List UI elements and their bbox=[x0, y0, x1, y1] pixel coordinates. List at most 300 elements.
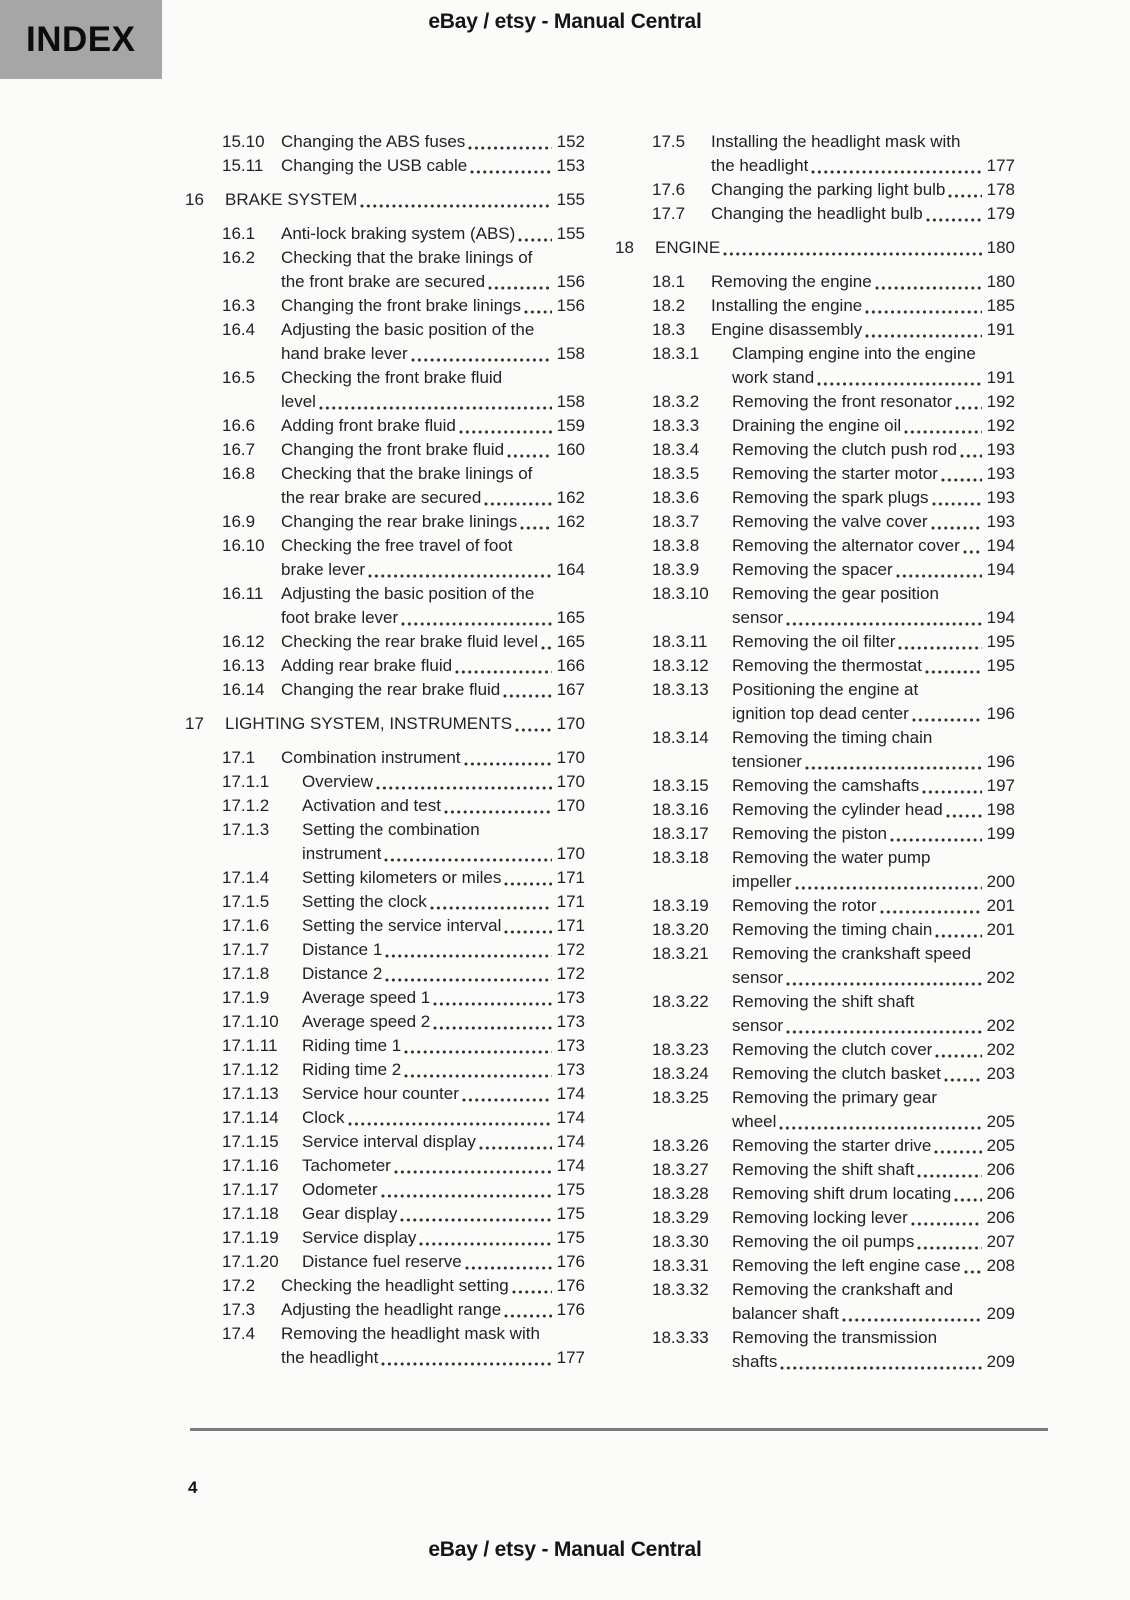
entry-body bbox=[732, 822, 1015, 846]
entry-page-number: 206 bbox=[986, 1184, 1015, 1203]
entry-number: 18.3.24 bbox=[652, 1064, 709, 1083]
entry-page-number: 198 bbox=[986, 800, 1015, 819]
dot-leader bbox=[401, 622, 551, 626]
entry-body bbox=[732, 1254, 1015, 1278]
dot-leader bbox=[780, 1366, 981, 1370]
entry-lastline bbox=[732, 1110, 1015, 1134]
entry-page-number: 209 bbox=[986, 1304, 1015, 1323]
entry-page-number: 170 bbox=[556, 748, 585, 767]
entry-number: 16.10 bbox=[222, 536, 265, 555]
entry-body bbox=[732, 582, 1015, 630]
toc-entry bbox=[615, 486, 1015, 510]
entry-lastline bbox=[302, 1202, 585, 1226]
entry-title: Setting the service interval bbox=[302, 916, 502, 935]
toc-entry bbox=[185, 1298, 585, 1322]
toc-entry bbox=[185, 1274, 585, 1298]
entry-lastline bbox=[281, 486, 585, 510]
entry-title: Service interval display bbox=[302, 1132, 476, 1151]
entry-title-line: Removing the timing chain bbox=[732, 728, 933, 747]
toc-entry bbox=[615, 414, 1015, 438]
entry-lastline bbox=[732, 1182, 1015, 1206]
entry-body bbox=[732, 462, 1015, 486]
dot-leader bbox=[865, 310, 981, 314]
entry-lastline bbox=[281, 1346, 585, 1370]
dot-leader bbox=[348, 1122, 552, 1126]
entry-lastline bbox=[302, 842, 585, 866]
toc-entry bbox=[185, 438, 585, 462]
entry-title: Removing the alternator cover bbox=[732, 536, 960, 555]
entry-number: 18.3.32 bbox=[652, 1280, 709, 1299]
entry-title: Average speed 1 bbox=[302, 988, 431, 1007]
entry-lastline bbox=[281, 270, 585, 294]
toc-entry bbox=[615, 726, 1015, 774]
entry-title: balancer shaft bbox=[732, 1304, 839, 1323]
entry-body bbox=[732, 918, 1015, 942]
entry-lastline bbox=[302, 1178, 585, 1202]
toc-entry bbox=[615, 438, 1015, 462]
entry-lastline bbox=[302, 794, 585, 818]
entry-title: Removing the clutch push rod bbox=[732, 440, 957, 459]
entry-number: 17.1.19 bbox=[222, 1228, 279, 1247]
entry-body bbox=[302, 1034, 585, 1058]
entry-title-line: Removing the crankshaft speed bbox=[732, 944, 972, 963]
toc-entry bbox=[615, 1134, 1015, 1158]
entry-body bbox=[732, 774, 1015, 798]
entry-number: 17.4 bbox=[222, 1324, 256, 1343]
entry-number: 17.1.9 bbox=[222, 988, 270, 1007]
entry-title: Changing the ABS fuses bbox=[281, 132, 466, 151]
dot-leader bbox=[384, 858, 551, 862]
entry-number: 18.3.33 bbox=[652, 1328, 709, 1347]
entry-lastline bbox=[281, 414, 585, 438]
entry-lastline bbox=[732, 1254, 1015, 1278]
entry-title: the headlight bbox=[711, 156, 809, 175]
entry-body bbox=[732, 438, 1015, 462]
entry-number: 18.3.10 bbox=[652, 584, 709, 603]
entry-body bbox=[281, 414, 585, 438]
entry-page-number: 170 bbox=[556, 796, 585, 815]
entry-page-number: 202 bbox=[986, 1016, 1015, 1035]
entry-page-number: 176 bbox=[556, 1252, 585, 1271]
entry-title-line: Positioning the engine at bbox=[732, 680, 919, 699]
dot-leader bbox=[880, 910, 982, 914]
entry-page-number: 175 bbox=[556, 1180, 585, 1199]
entry-title: Changing the rear brake fluid bbox=[281, 680, 501, 699]
entry-number: 16 bbox=[185, 190, 204, 209]
entry-title-line: Adjusting the basic position of the bbox=[281, 584, 535, 603]
entry-number: 17.1.15 bbox=[222, 1132, 279, 1151]
entry-title: Changing the front brake fluid bbox=[281, 440, 505, 459]
entry-number: 17.1.12 bbox=[222, 1060, 279, 1079]
entry-title: ENGINE bbox=[655, 238, 721, 257]
entry-title: Removing the spark plugs bbox=[732, 488, 929, 507]
entry-number: 17.1.14 bbox=[222, 1108, 279, 1127]
entry-body bbox=[732, 534, 1015, 558]
entry-page-number: 162 bbox=[556, 512, 585, 531]
dot-leader bbox=[394, 1170, 552, 1174]
entry-page-number: 173 bbox=[556, 1012, 585, 1031]
entry-lastline bbox=[732, 1302, 1015, 1326]
entry-body bbox=[281, 654, 585, 678]
entry-lastline bbox=[302, 986, 585, 1010]
toc-entry bbox=[185, 582, 585, 630]
dot-leader bbox=[385, 978, 551, 982]
entry-lastline bbox=[732, 702, 1015, 726]
entry-page-number: 174 bbox=[556, 1084, 585, 1103]
dot-leader bbox=[723, 252, 981, 256]
entry-lastline bbox=[302, 1106, 585, 1130]
entry-body bbox=[302, 1226, 585, 1250]
entry-lastline bbox=[711, 270, 1015, 294]
dot-leader bbox=[381, 1362, 551, 1366]
toc-entry bbox=[185, 414, 585, 438]
entry-body bbox=[281, 746, 585, 770]
entry-title: Average speed 2 bbox=[302, 1012, 431, 1031]
entry-title: Checking the rear brake fluid level bbox=[281, 632, 539, 651]
entry-body bbox=[281, 1322, 585, 1370]
entry-page-number: 173 bbox=[556, 1060, 585, 1079]
dot-leader bbox=[444, 810, 552, 814]
entry-page-number: 195 bbox=[986, 656, 1015, 675]
entry-number: 18.3.20 bbox=[652, 920, 709, 939]
entry-title: sensor bbox=[732, 968, 784, 987]
entry-body bbox=[732, 510, 1015, 534]
entry-title: wheel bbox=[732, 1112, 777, 1131]
entry-number: 18.3.1 bbox=[652, 344, 700, 363]
entry-page-number: 174 bbox=[556, 1132, 585, 1151]
entry-page-number: 197 bbox=[986, 776, 1015, 795]
entry-lastline bbox=[732, 1350, 1015, 1374]
entry-number: 17.5 bbox=[652, 132, 686, 151]
entry-title: Adding rear brake fluid bbox=[281, 656, 453, 675]
dot-leader bbox=[944, 1078, 982, 1082]
dot-leader bbox=[934, 1150, 981, 1154]
toc-entry bbox=[615, 390, 1015, 414]
dot-leader bbox=[503, 694, 551, 698]
entry-lastline bbox=[281, 510, 585, 534]
entry-title: Setting the clock bbox=[302, 892, 427, 911]
entry-title: the headlight bbox=[281, 1348, 379, 1367]
entry-number: 17.3 bbox=[222, 1300, 256, 1319]
entry-title-line: Removing the headlight mask with bbox=[281, 1324, 540, 1343]
entry-title-line: Removing the primary gear bbox=[732, 1088, 938, 1107]
entry-number: 16.7 bbox=[222, 440, 256, 459]
entry-title-line: Checking that the brake linings of bbox=[281, 464, 533, 483]
entry-title: Clock bbox=[302, 1108, 345, 1127]
entry-page-number: 209 bbox=[986, 1352, 1015, 1371]
entry-title: sensor bbox=[732, 608, 784, 627]
entry-page-number: 160 bbox=[556, 440, 585, 459]
entry-body bbox=[225, 188, 585, 212]
entry-number: 17.1.6 bbox=[222, 916, 270, 935]
dot-leader bbox=[404, 1074, 551, 1078]
toc-entry bbox=[185, 1202, 585, 1226]
dot-leader bbox=[512, 1290, 552, 1294]
entry-title-line: Removing the gear position bbox=[732, 584, 939, 603]
dot-leader bbox=[817, 382, 981, 386]
entry-page-number: 179 bbox=[986, 204, 1015, 223]
toc-entry bbox=[185, 1178, 585, 1202]
entry-lastline bbox=[302, 1130, 585, 1154]
entry-number: 17.2 bbox=[222, 1276, 256, 1295]
toc-entry bbox=[615, 236, 1015, 260]
entry-title-line: Removing the transmission bbox=[732, 1328, 938, 1347]
entry-lastline bbox=[732, 1206, 1015, 1230]
toc-entry bbox=[185, 1226, 585, 1250]
entry-title: impeller bbox=[732, 872, 792, 891]
entry-page-number: 203 bbox=[986, 1064, 1015, 1083]
dot-leader bbox=[865, 334, 981, 338]
entry-body bbox=[732, 894, 1015, 918]
toc-entry bbox=[185, 222, 585, 246]
entry-title: Adjusting the headlight range bbox=[281, 1300, 502, 1319]
entry-number: 18.3.23 bbox=[652, 1040, 709, 1059]
dot-leader bbox=[400, 1218, 551, 1222]
entry-page-number: 202 bbox=[986, 968, 1015, 987]
entry-lastline bbox=[732, 822, 1015, 846]
entry-lastline bbox=[302, 1250, 585, 1274]
entry-number: 18.3.28 bbox=[652, 1184, 709, 1203]
entry-page-number: 155 bbox=[556, 224, 585, 243]
entry-page-number: 173 bbox=[556, 1036, 585, 1055]
entry-body bbox=[302, 986, 585, 1010]
header-title: eBay / etsy - Manual Central bbox=[428, 10, 702, 33]
entry-page-number: 176 bbox=[556, 1300, 585, 1319]
entry-number: 16.8 bbox=[222, 464, 256, 483]
entry-title: hand brake lever bbox=[281, 344, 408, 363]
toc-entry bbox=[185, 818, 585, 866]
footer-title: eBay / etsy - Manual Central bbox=[428, 1538, 702, 1561]
toc-entry bbox=[615, 942, 1015, 990]
entry-body bbox=[281, 222, 585, 246]
toc-entry bbox=[185, 1034, 585, 1058]
entry-page-number: 205 bbox=[986, 1136, 1015, 1155]
entry-body bbox=[732, 1278, 1015, 1326]
entry-body bbox=[302, 770, 585, 794]
entry-number: 16.5 bbox=[222, 368, 256, 387]
entry-body bbox=[281, 154, 585, 178]
entry-lastline bbox=[225, 188, 585, 212]
entry-lastline bbox=[732, 774, 1015, 798]
entry-number: 18.3.21 bbox=[652, 944, 709, 963]
dot-leader bbox=[948, 194, 981, 198]
entry-page-number: 170 bbox=[556, 844, 585, 863]
entry-page-number: 158 bbox=[556, 344, 585, 363]
entry-title-line: Removing the crankshaft and bbox=[732, 1280, 954, 1299]
entry-body bbox=[281, 1274, 585, 1298]
toc-entry bbox=[185, 366, 585, 414]
entry-title: Removing the oil filter bbox=[732, 632, 896, 651]
entry-number: 18.3.27 bbox=[652, 1160, 709, 1179]
entry-body bbox=[302, 1178, 585, 1202]
dot-leader bbox=[504, 930, 551, 934]
entry-title-line: Checking the free travel of foot bbox=[281, 536, 513, 555]
entry-number: 16.2 bbox=[222, 248, 256, 267]
entry-number: 18.3.11 bbox=[652, 632, 708, 651]
dot-leader bbox=[904, 430, 981, 434]
toc-entry bbox=[615, 462, 1015, 486]
entry-title-line: Removing the water pump bbox=[732, 848, 931, 867]
entry-page-number: 199 bbox=[986, 824, 1015, 843]
entry-page-number: 191 bbox=[986, 368, 1015, 387]
entry-number: 17.1.5 bbox=[222, 892, 270, 911]
entry-body bbox=[711, 294, 1015, 318]
dot-leader bbox=[464, 762, 552, 766]
entry-title: Checking the headlight setting bbox=[281, 1276, 509, 1295]
entry-lastline bbox=[732, 534, 1015, 558]
entry-number: 18.3.16 bbox=[652, 800, 709, 819]
entry-number: 17.1.18 bbox=[222, 1204, 279, 1223]
dot-leader bbox=[786, 622, 982, 626]
entry-number: 15.10 bbox=[222, 132, 265, 151]
toc-entry bbox=[185, 1058, 585, 1082]
entry-body bbox=[302, 1154, 585, 1178]
entry-title: Distance 2 bbox=[302, 964, 383, 983]
entry-body bbox=[732, 1134, 1015, 1158]
entry-lastline bbox=[732, 510, 1015, 534]
entry-lastline bbox=[302, 770, 585, 794]
toc-entry bbox=[615, 1206, 1015, 1230]
entry-lastline bbox=[302, 890, 585, 914]
entry-page-number: 164 bbox=[556, 560, 585, 579]
entry-lastline bbox=[711, 154, 1015, 178]
entry-body bbox=[281, 130, 585, 154]
entry-number: 17.1.8 bbox=[222, 964, 270, 983]
entry-lastline bbox=[732, 438, 1015, 462]
dot-leader bbox=[484, 502, 551, 506]
toc-entry bbox=[615, 1158, 1015, 1182]
entry-body bbox=[302, 818, 585, 866]
toc-entry bbox=[185, 1322, 585, 1370]
dot-leader bbox=[935, 1054, 981, 1058]
entry-title: Overview bbox=[302, 772, 373, 791]
toc-entry bbox=[185, 1106, 585, 1130]
dot-leader bbox=[360, 204, 551, 208]
entry-title-line: Clamping engine into the engine bbox=[732, 344, 976, 363]
entry-number: 16.3 bbox=[222, 296, 256, 315]
entry-lastline bbox=[732, 654, 1015, 678]
entry-number: 18.3.15 bbox=[652, 776, 709, 795]
entry-number: 18.3.31 bbox=[652, 1256, 709, 1275]
entry-page-number: 170 bbox=[556, 714, 585, 733]
dot-leader bbox=[385, 954, 551, 958]
toc-column-right bbox=[615, 130, 1015, 1374]
entry-title: Distance fuel reserve bbox=[302, 1252, 462, 1271]
entry-number: 17.1.3 bbox=[222, 820, 270, 839]
entry-title: Service display bbox=[302, 1228, 417, 1247]
entry-body bbox=[732, 1158, 1015, 1182]
toc-entry bbox=[185, 294, 585, 318]
entry-page-number: 171 bbox=[556, 868, 585, 887]
toc-entry bbox=[615, 678, 1015, 726]
entry-title: Combination instrument bbox=[281, 748, 461, 767]
toc-entry bbox=[185, 630, 585, 654]
entry-page-number: 208 bbox=[986, 1256, 1015, 1275]
dot-leader bbox=[433, 1002, 551, 1006]
entry-body bbox=[302, 938, 585, 962]
entry-page-number: 196 bbox=[986, 704, 1015, 723]
entry-body bbox=[732, 846, 1015, 894]
entry-body bbox=[732, 630, 1015, 654]
entry-title: Removing the timing chain bbox=[732, 920, 933, 939]
dot-leader bbox=[786, 982, 982, 986]
entry-page-number: 172 bbox=[556, 940, 585, 959]
entry-body bbox=[732, 726, 1015, 774]
dot-leader bbox=[925, 670, 982, 674]
entry-title: Adding front brake fluid bbox=[281, 416, 456, 435]
entry-title: Removing shift drum locating bbox=[732, 1184, 952, 1203]
entry-page-number: 159 bbox=[556, 416, 585, 435]
dot-leader bbox=[946, 814, 982, 818]
entry-title: Distance 1 bbox=[302, 940, 383, 959]
entry-title-line: Checking the front brake fluid bbox=[281, 368, 503, 387]
entry-number: 18.1 bbox=[652, 272, 686, 291]
dot-leader bbox=[541, 646, 552, 650]
entry-title: brake lever bbox=[281, 560, 366, 579]
dot-leader bbox=[935, 934, 981, 938]
entry-lastline bbox=[302, 1058, 585, 1082]
entry-lastline bbox=[225, 712, 585, 736]
entry-number: 17.7 bbox=[652, 204, 686, 223]
dot-leader bbox=[954, 1198, 981, 1202]
toc-entry bbox=[185, 962, 585, 986]
entry-lastline bbox=[302, 1226, 585, 1250]
dot-leader bbox=[795, 886, 982, 890]
toc-entry bbox=[185, 654, 585, 678]
entry-number: 18.3.17 bbox=[652, 824, 709, 843]
entry-title: tensioner bbox=[732, 752, 802, 771]
toc-entry bbox=[615, 990, 1015, 1038]
entry-number: 17.1.1 bbox=[222, 772, 270, 791]
entry-title-line: Checking that the brake linings of bbox=[281, 248, 533, 267]
entry-number: 18.3.6 bbox=[652, 488, 700, 507]
entry-page-number: 177 bbox=[986, 156, 1015, 175]
toc-entry bbox=[615, 510, 1015, 534]
entry-body bbox=[281, 438, 585, 462]
entry-number: 18.3.26 bbox=[652, 1136, 709, 1155]
entry-title: Draining the engine oil bbox=[732, 416, 902, 435]
entry-lastline bbox=[732, 798, 1015, 822]
entry-body bbox=[225, 712, 585, 736]
entry-lastline bbox=[302, 1082, 585, 1106]
entry-body bbox=[732, 1086, 1015, 1134]
entry-lastline bbox=[732, 390, 1015, 414]
entry-page-number: 193 bbox=[986, 512, 1015, 531]
entry-body bbox=[281, 318, 585, 366]
entry-title: Changing the front brake linings bbox=[281, 296, 522, 315]
entry-body bbox=[732, 558, 1015, 582]
entry-lastline bbox=[281, 222, 585, 246]
entry-page-number: 152 bbox=[556, 132, 585, 151]
entry-body bbox=[732, 1326, 1015, 1374]
entry-lastline bbox=[302, 914, 585, 938]
entry-page-number: 192 bbox=[986, 416, 1015, 435]
entry-page-number: 166 bbox=[556, 656, 585, 675]
dot-leader bbox=[964, 1270, 982, 1274]
entry-number: 15.11 bbox=[222, 156, 264, 175]
dot-leader bbox=[917, 1174, 981, 1178]
entry-page-number: 201 bbox=[986, 896, 1015, 915]
entry-page-number: 162 bbox=[556, 488, 585, 507]
toc-entry bbox=[185, 866, 585, 890]
entry-lastline bbox=[732, 1062, 1015, 1086]
entry-page-number: 206 bbox=[986, 1208, 1015, 1227]
entry-lastline bbox=[711, 178, 1015, 202]
dot-leader bbox=[504, 1314, 551, 1318]
toc-entry bbox=[615, 130, 1015, 178]
entry-lastline bbox=[711, 202, 1015, 226]
footer-rule bbox=[190, 1428, 1048, 1431]
